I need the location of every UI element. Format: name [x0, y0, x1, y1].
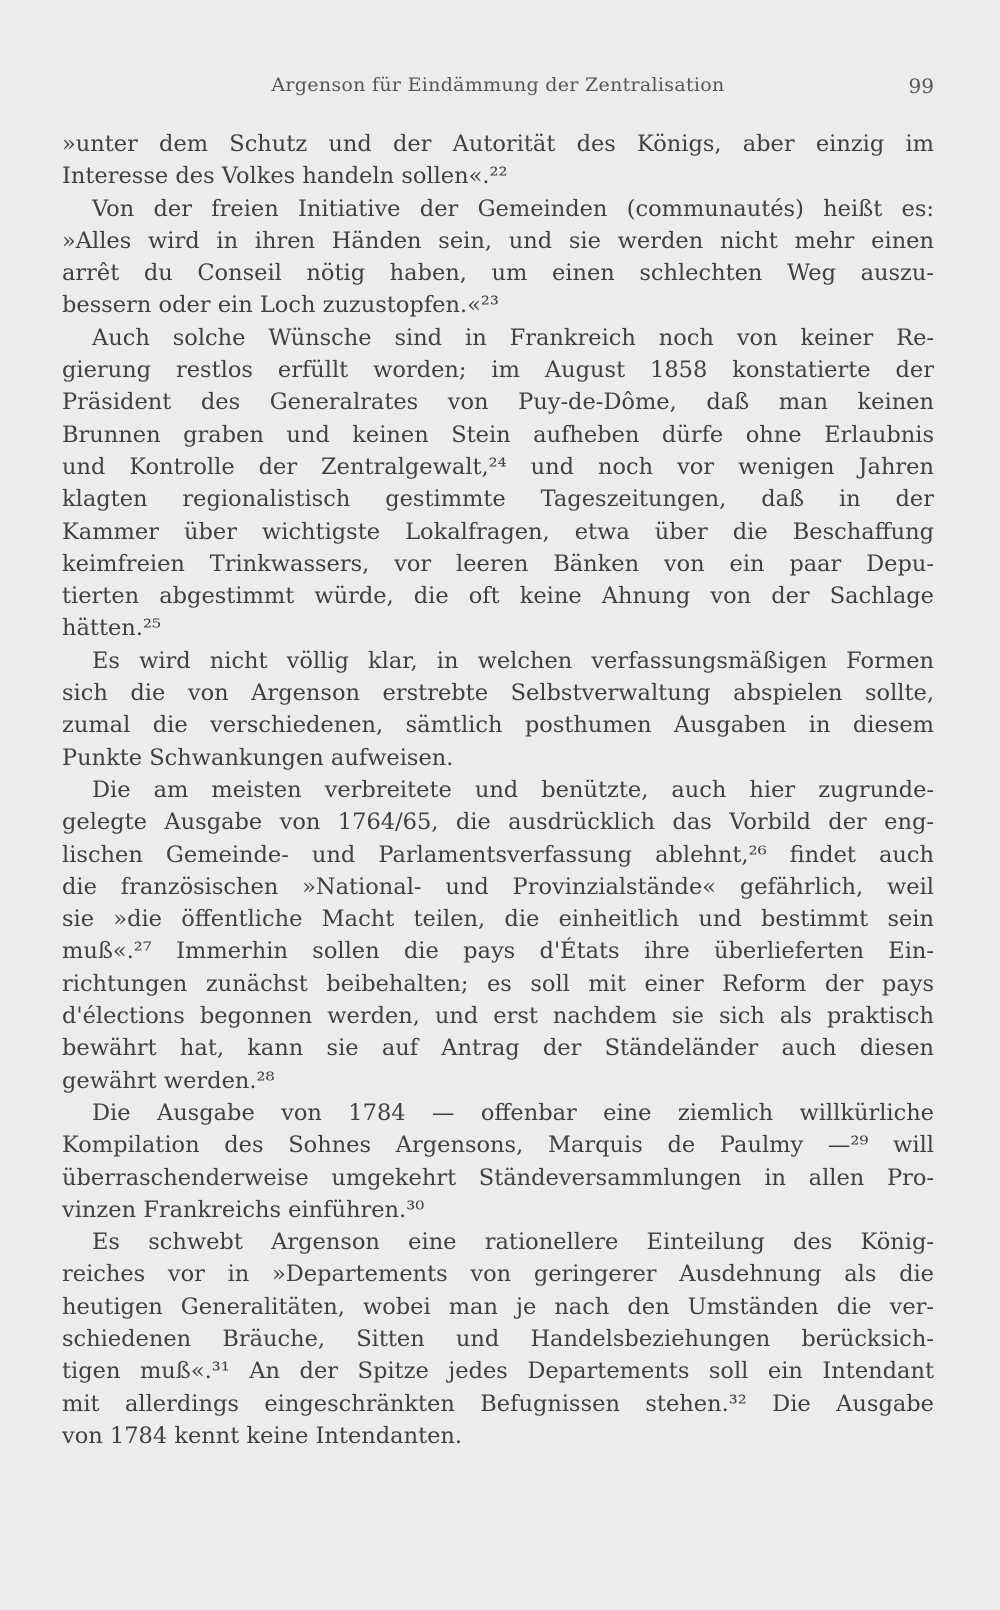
text-line: d'élections begonnen werden, und erst nachdem sie sich als praktisch	[62, 1003, 934, 1030]
body-text	[62, 128, 934, 1452]
text-line: reiches vor in »Departements von geringerer Ausdehnung als die	[62, 1261, 934, 1288]
text-line: bessern oder ein Loch zuzustopfen.«²³	[62, 292, 499, 319]
text-line: Von der freien Initiative der Gemeinden (communautés) heißt es:	[92, 195, 934, 222]
text-line: gelegte Ausgabe von 1764/65, die ausdrücklich das Vorbild der eng-	[62, 809, 934, 836]
text-line: sich die von Argenson erstrebte Selbstverwaltung abspielen sollte,	[62, 680, 934, 707]
text-line: Präsident des Generalrates von Puy-de-Dôme, daß man keinen	[62, 389, 934, 416]
text-line: von 1784 kennt keine Intendanten.	[62, 1422, 463, 1449]
text-line: Die am meisten verbreitete und benützte, auch hier zugrunde-	[92, 776, 934, 803]
text-line: schiedenen Bräuche, Sitten und Handelsbeziehungen berücksich-	[62, 1325, 934, 1352]
text-line: die französischen »National- und Provinzialstände« gefährlich, weil	[62, 873, 934, 900]
text-line: heutigen Generalitäten, wobei man je nach den Umständen die ver-	[62, 1293, 934, 1320]
text-line: lischen Gemeinde- und Parlamentsverfassung ablehnt,²⁶ findet auch	[62, 841, 934, 868]
text-line: arrêt du Conseil nötig haben, um einen schlechten Weg auszu-	[62, 260, 934, 287]
running-head	[62, 74, 934, 104]
text-line: Interesse des Volkes handeln sollen«.²²	[62, 163, 508, 190]
text-line: Die Ausgabe von 1784 — offenbar eine ziemlich willkürliche	[92, 1099, 934, 1126]
text-line: gewährt werden.²⁸	[62, 1067, 275, 1094]
text-line: muß«.²⁷ Immerhin sollen die pays d'États ihre überlieferten Ein-	[62, 938, 934, 965]
text-line: überraschenderweise umgekehrt Ständeversammlungen in allen Pro-	[62, 1164, 934, 1191]
text-line: Kammer über wichtigste Lokalfragen, etwa über die Beschaffung	[62, 518, 934, 545]
text-line: richtungen zunächst beibehalten; es soll mit einer Reform der pays	[62, 970, 934, 997]
text-line: Punkte Schwankungen aufweisen.	[62, 744, 454, 771]
text-line: mit allerdings eingeschränkten Befugnissen stehen.³² Die Ausgabe	[62, 1390, 934, 1417]
text-line: Kompilation des Sohnes Argensons, Marquis de Paulmy —²⁹ will	[62, 1132, 934, 1159]
text-line: klagten regionalistisch gestimmte Tageszeitungen, daß in der	[62, 486, 934, 513]
text-line: Brunnen graben und keinen Stein aufheben dürfe ohne Erlaubnis	[62, 421, 934, 448]
running-title: Argenson für Eindämmung der Zentralisation	[271, 74, 725, 96]
text-line: zumal die verschiedenen, sämtlich posthumen Ausgaben in diesem	[62, 712, 934, 739]
text-line: und Kontrolle der Zentralgewalt,²⁴ und noch vor wenigen Jahren	[62, 453, 934, 480]
text-line: gierung restlos erfüllt worden; im August 1858 konstatierte der	[62, 357, 934, 384]
text-line: Es wird nicht völlig klar, in welchen verfassungsmäßigen Formen	[92, 647, 934, 674]
text-line: vinzen Frankreichs einführen.³⁰	[62, 1196, 425, 1223]
text-line: Auch solche Wünsche sind in Frankreich noch von keiner Re-	[92, 324, 934, 351]
text-line: tigen muß«.³¹ An der Spitze jedes Departements soll ein Intendant	[62, 1358, 934, 1385]
text-line: »Alles wird in ihren Händen sein, und sie werden nicht mehr einen	[62, 227, 934, 254]
text-line: »unter dem Schutz und der Autorität des Königs, aber einzig im	[62, 131, 934, 157]
text-line: tierten abgestimmt würde, die oft keine Ahnung von der Sachlage	[62, 583, 934, 610]
text-line: hätten.²⁵	[62, 615, 161, 642]
text-line: sie »die öffentliche Macht teilen, die einheitlich und bestimmt sein	[62, 906, 934, 933]
text-line: keimfreien Trinkwassers, vor leeren Bänken von ein paar Depu-	[62, 550, 934, 577]
text-line: Es schwebt Argenson eine rationellere Einteilung des König-	[92, 1229, 934, 1256]
text-line: bewährt hat, kann sie auf Antrag der Ständeländer auch diesen	[62, 1035, 934, 1062]
page-number: 99	[908, 74, 934, 98]
